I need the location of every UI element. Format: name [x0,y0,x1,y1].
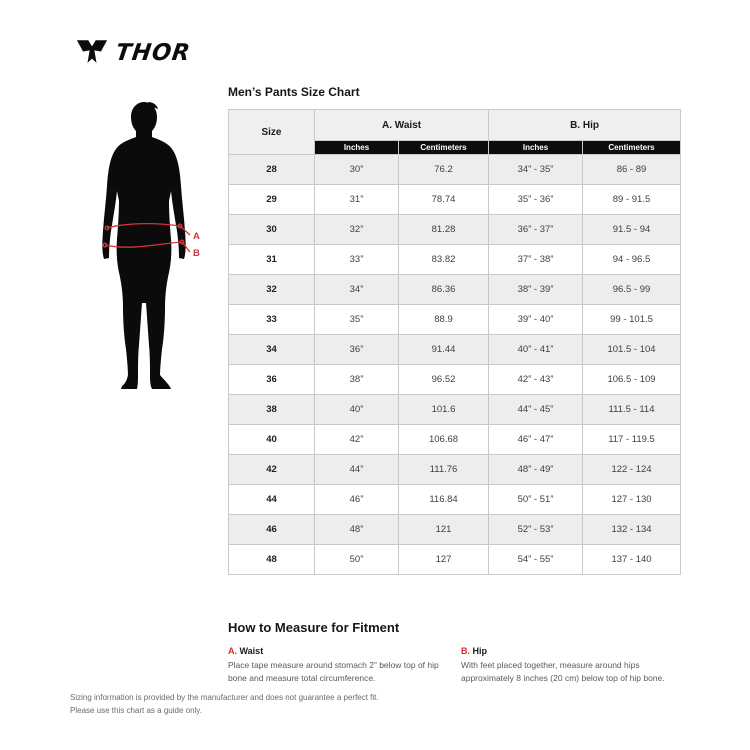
cell-hip-inches: 34” - 35” [489,155,583,185]
cell-size: 44 [229,485,315,515]
cell-waist-inches: 42” [315,425,399,455]
how-to-measure-section [228,620,688,685]
cell-waist-centimeters: 88.9 [399,305,489,335]
hip-label-b: B [193,248,200,259]
table-row [229,275,681,305]
cell-hip-inches: 35” - 36” [489,185,583,215]
table-row [229,245,681,275]
cell-size: 32 [229,275,315,305]
table-row [229,365,681,395]
cell-waist-centimeters: 116.84 [399,485,489,515]
hip-label-text: Hip [472,646,488,656]
subheader-waist-centimeters: Centimeters [399,141,489,155]
cell-hip-centimeters: 86 - 89 [583,155,681,185]
cell-size: 33 [229,305,315,335]
footer-disclaimer [70,692,379,718]
waist-label-text: Waist [239,646,264,656]
cell-waist-centimeters: 127 [399,545,489,575]
cell-hip-centimeters: 111.5 - 114 [583,395,681,425]
table-row [229,485,681,515]
cell-size: 34 [229,335,315,365]
cell-waist-inches: 40” [315,395,399,425]
cell-waist-inches: 35” [315,305,399,335]
cell-hip-inches: 39” - 40” [489,305,583,335]
cell-hip-inches: 46” - 47” [489,425,583,455]
table-row [229,185,681,215]
cell-hip-centimeters: 106.5 - 109 [583,365,681,395]
cell-hip-centimeters: 122 - 124 [583,455,681,485]
waist-instructions-text: Place tape measure around stomach 2” below top of hip bone and measure total circumference. [228,660,439,683]
cell-hip-centimeters: 101.5 - 104 [583,335,681,365]
measurement-figure [92,101,208,397]
cell-waist-centimeters: 111.76 [399,455,489,485]
cell-waist-centimeters: 91.44 [399,335,489,365]
cell-waist-inches: 31” [315,185,399,215]
cell-size: 30 [229,215,315,245]
hip-label-prefix: B. [461,646,470,656]
cell-hip-centimeters: 96.5 - 99 [583,275,681,305]
page-title: Men’s Pants Size Chart [228,85,360,99]
cell-waist-centimeters: 106.68 [399,425,489,455]
cell-size: 31 [229,245,315,275]
cell-hip-inches: 40” - 41” [489,335,583,365]
cell-hip-centimeters: 99 - 101.5 [583,305,681,335]
size-table [228,109,681,575]
cell-waist-inches: 34” [315,275,399,305]
waist-instructions-label [228,646,449,656]
table-row [229,545,681,575]
thor-logo [76,38,191,67]
cell-waist-inches: 32” [315,215,399,245]
waist-label-a: A [193,231,200,242]
cell-size: 42 [229,455,315,485]
footer-line-2: Please use this chart as a guide only. [70,705,202,715]
cell-hip-centimeters: 117 - 119.5 [583,425,681,455]
cell-hip-inches: 50” - 51” [489,485,583,515]
table-row [229,425,681,455]
cell-waist-centimeters: 101.6 [399,395,489,425]
cell-size: 29 [229,185,315,215]
hip-instructions-text: With feet placed together, measure around hips approximately 8 inches (20 cm) below top of hip bone. [461,660,665,683]
table-row [229,215,681,245]
cell-waist-centimeters: 96.52 [399,365,489,395]
cell-hip-centimeters: 89 - 91.5 [583,185,681,215]
cell-hip-centimeters: 132 - 134 [583,515,681,545]
cell-waist-inches: 30” [315,155,399,185]
waist-instructions [228,646,449,685]
cell-hip-inches: 42” - 43” [489,365,583,395]
group-header-hip: B. Hip [489,110,681,141]
cell-waist-centimeters: 86.36 [399,275,489,305]
cell-waist-inches: 38” [315,365,399,395]
table-row [229,395,681,425]
subheader-hip-inches: Inches [489,141,583,155]
table-row [229,335,681,365]
footer-line-1: Sizing information is provided by the manufacturer and does not guarantee a perfect fit. [70,693,379,702]
cell-hip-centimeters: 91.5 - 94 [583,215,681,245]
cell-waist-centimeters: 121 [399,515,489,545]
cell-waist-centimeters: 76.2 [399,155,489,185]
size-table-body [229,155,681,575]
table-row [229,155,681,185]
table-row [229,455,681,485]
cell-size: 28 [229,155,315,185]
thor-logo-icon [76,38,108,67]
cell-size: 46 [229,515,315,545]
cell-hip-inches: 54” - 55” [489,545,583,575]
cell-hip-inches: 37” - 38” [489,245,583,275]
cell-waist-centimeters: 81.28 [399,215,489,245]
cell-hip-centimeters: 127 - 130 [583,485,681,515]
thor-logo-text: THOR [113,39,193,66]
cell-hip-inches: 36” - 37” [489,215,583,245]
cell-waist-inches: 46” [315,485,399,515]
how-to-measure-title: How to Measure for Fitment [228,620,400,635]
cell-size: 36 [229,365,315,395]
body-silhouette [92,101,208,397]
cell-waist-inches: 48” [315,515,399,545]
table-row [229,305,681,335]
cell-waist-centimeters: 83.82 [399,245,489,275]
table-row [229,515,681,545]
cell-hip-inches: 52” - 53” [489,515,583,545]
subheader-hip-centimeters: Centimeters [583,141,681,155]
cell-size: 48 [229,545,315,575]
cell-waist-inches: 50” [315,545,399,575]
cell-hip-inches: 48” - 49” [489,455,583,485]
group-header-waist: A. Waist [315,110,489,141]
cell-waist-inches: 36” [315,335,399,365]
subheader-waist-inches: Inches [315,141,399,155]
cell-waist-centimeters: 78.74 [399,185,489,215]
cell-waist-inches: 44” [315,455,399,485]
cell-hip-inches: 44” - 45” [489,395,583,425]
cell-size: 40 [229,425,315,455]
column-header-size: Size [229,110,315,155]
hip-instructions-label [461,646,682,656]
waist-label-prefix: A. [228,646,237,656]
hip-instructions [461,646,682,685]
cell-hip-centimeters: 137 - 140 [583,545,681,575]
cell-size: 38 [229,395,315,425]
cell-waist-inches: 33” [315,245,399,275]
cell-hip-centimeters: 94 - 96.5 [583,245,681,275]
cell-hip-inches: 38” - 39” [489,275,583,305]
